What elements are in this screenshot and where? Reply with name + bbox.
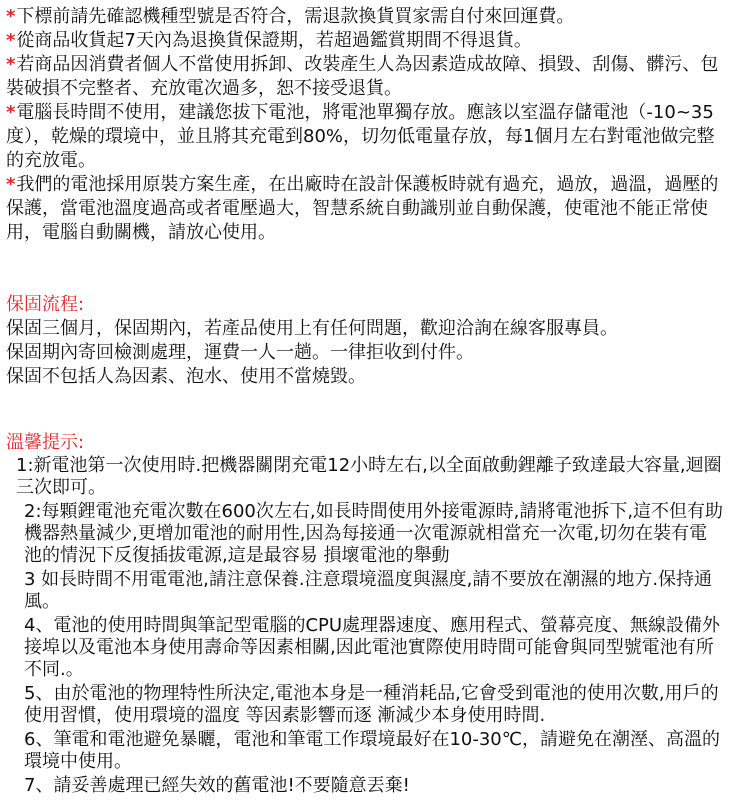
notice-item [6,5,724,29]
notice-text: 下標前請先確認機種型號是否符合，需退款換貨買家需自付來回運費。 [16,6,575,27]
notice-item [6,173,724,245]
notice-text: 若商品因消費者個人不當使用拆卸、改裝產生人為因素造成故障、損毀、刮傷、髒污、包裝破損不完整者、充放電次過多，恕不接受退貨。 [6,54,719,99]
tip-item: 7、請妥善處理已經失效的舊電池!不要隨意丟棄! [24,775,410,796]
warranty-line: 保固三個月，保固期內，若產品使用上有任何問題，歡迎洽詢在線客服專員。 [6,318,618,339]
spacer [6,389,724,431]
tip-item: 2:每顆鋰電池充電次數在600次左右,如長時間使用外接電源時,請將電池拆下,這不但有助機器熱量減少,更增加電池的耐用性,因為每接通一次電源就相當充一次電,切勿在裝有電池的情況下反復插拔電源,這是最容易 損壞電池的舉動 [24,501,724,566]
asterisk-icon: * [6,174,16,195]
notice-item [6,101,724,173]
warranty-line: 保固不包括人為因素、泡水、使用不當燒毀。 [6,366,366,387]
tip-item: 4、電池的使用時間與筆記型電腦的CPU處理器速度、應用程式、螢幕亮度、無線設備外接埠以及電池本身使用壽命等因素相關,因此電池實際使用時間可能會與同型號電池有所不同.。 [24,615,721,680]
warranty-title: 保固流程: [6,294,85,315]
notice-item [6,29,724,53]
tip-item: 5、由於電池的物理特性所決定,電池本身是一種消耗品,它會受到電池的使用次數,用戶的使用習慣，使用環境的溫度 等因素影響而逐 漸減少本身使用時間. [24,683,719,726]
tip-item: 6、筆電和電池避免暴曬，電池和筆電工作環境最好在10-30℃，請避免在潮溼、高溫的環境中使用。 [24,729,720,772]
tip-item: 1:新電池第一次使用時.把機器關閉充電12小時左右,以全面啟動鋰離子致達最大容量,迴圈三次即可。 [16,455,722,498]
asterisk-icon: * [6,30,16,51]
asterisk-icon: * [6,54,16,75]
asterisk-icon: * [6,102,16,123]
tip-item: 3 如長時間不用電電池,請注意保養.注意環境溫度與濕度,請不要放在潮濕的地方.保持通風。 [24,569,713,612]
notice-text: 從商品收貨起7天內為退換貨保證期，若超過鑑賞期間不得退貨。 [16,30,532,51]
asterisk-icon: * [6,6,16,27]
notice-list [6,5,724,245]
page-content [6,5,724,799]
spacer [6,245,724,293]
warranty-section [6,293,724,389]
notice-text: 電腦長時間不使用，建議您拔下電池，將電池單獨存放。應該以室溫存儲電池（-10~35度），乾燥的環境中，並且將其充電到80%，切勿低電量存放，每1個月左右對電池做完整的充放電。 [6,102,715,171]
warranty-line: 保固期內寄回檢測處理，運費一人一趟。一律拒收到付件。 [6,342,474,363]
notice-item [6,53,724,101]
notice-text: 我們的電池採用原裝方案生產，在出廠時在設計保護板時就有過充，過放，過溫，過壓的保護，當電池溫度過高或者電壓過大，智慧系統自動識別並自動保護，使電池不能正常使用，電腦自動關機，請放心使用。 [6,174,719,243]
tips-section [6,431,724,797]
tips-title: 溫馨提示: [6,432,85,453]
